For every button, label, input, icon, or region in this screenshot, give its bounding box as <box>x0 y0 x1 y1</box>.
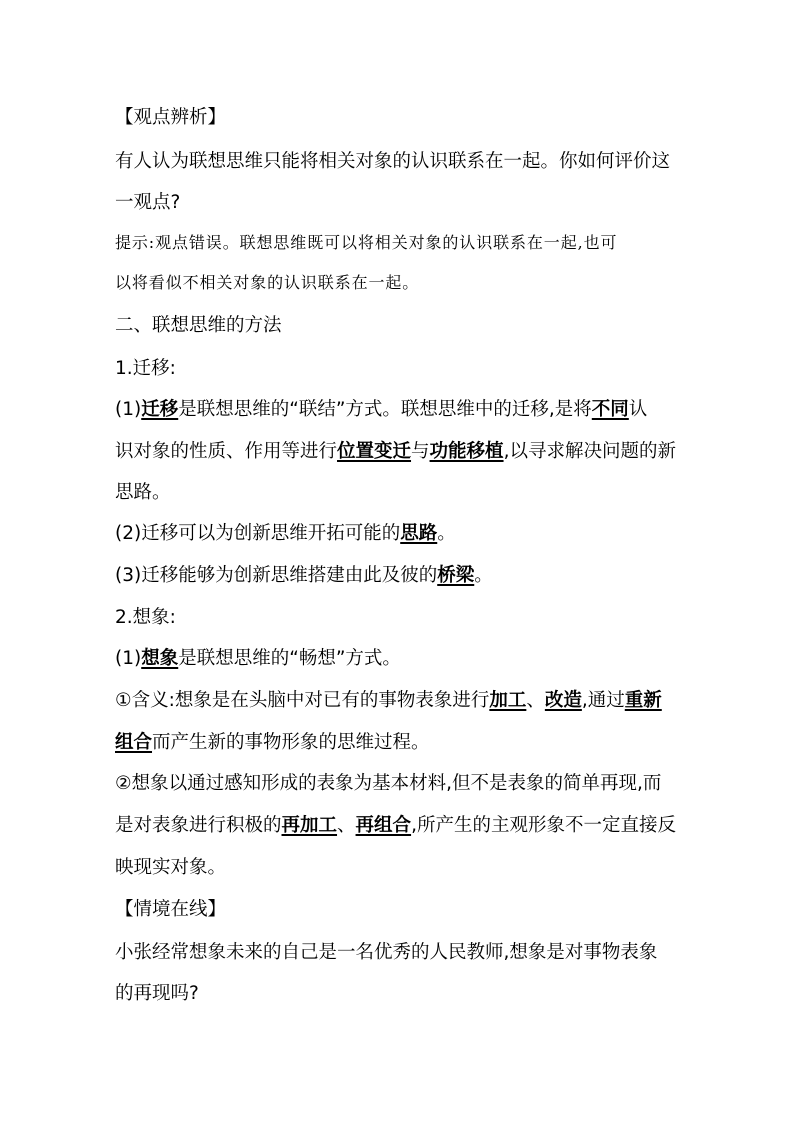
text: ,以寻求解决问题的新 <box>503 441 676 462</box>
question-line: 的再现吗? <box>115 983 199 1004</box>
text: 是联想思维的“联结”方式。联想思维中的迁移,是将 <box>178 399 592 420</box>
text: (2)迁移可以为创新思维开拓可能的 <box>115 523 401 544</box>
question-line: 有人认为联想思维只能将相关对象的认识联系在一起。你如何评价这 <box>115 151 671 172</box>
paragraph-line <box>115 731 430 755</box>
text: (3)迁移能够为创新思维搭建由此及彼的 <box>115 565 438 586</box>
text: 、 <box>337 815 356 836</box>
text: (1) <box>115 648 142 669</box>
paragraph-line: 思路。 <box>115 482 171 503</box>
paragraph-line: ②想象以通过感知形成的表象为基本材料,但不是表象的简单再现,而 <box>115 773 662 794</box>
keyword: 迁移 <box>141 399 179 420</box>
keyword: 想象 <box>141 648 179 669</box>
text: 是联想思维的“畅想”方式。 <box>178 648 401 669</box>
question-line: 小张经常想象未来的自己是一名优秀的人民教师,想象是对事物表象 <box>115 942 658 963</box>
keyword: 再组合 <box>355 815 412 836</box>
subsection-title: 2.想象: <box>115 607 176 628</box>
paragraph-line <box>115 647 401 671</box>
keyword: 功能移植 <box>429 441 504 462</box>
keyword: 改造 <box>544 690 582 711</box>
paragraph-line <box>115 689 662 713</box>
paragraph-line <box>115 522 456 546</box>
keyword: 桥梁 <box>437 565 475 586</box>
section-header-scenario: 【情境在线】 <box>115 899 227 920</box>
paragraph-line: 映现实对象。 <box>115 857 227 878</box>
keyword: 不同 <box>591 399 629 420</box>
text: 与 <box>411 441 430 462</box>
text: ,所产生的主观形象不一定直接反 <box>411 815 676 836</box>
text: 认 <box>628 399 648 420</box>
hint-line: 提示:观点错误。联想思维既可以将相关对象的认识联系在一起,也可 <box>115 233 618 252</box>
paragraph-line <box>115 440 676 464</box>
keyword: 加工 <box>489 690 527 711</box>
text: 。 <box>437 523 456 544</box>
text: 、 <box>526 690 545 711</box>
text: 是对表象进行积极的 <box>115 815 282 836</box>
text: ①含义:想象是在头脑中对已有的事物表象进行 <box>115 690 490 711</box>
keyword: 组合 <box>115 732 153 753</box>
paragraph-line <box>115 564 493 588</box>
hint-line: 以将看似不相关对象的认识联系在一起。 <box>115 273 420 292</box>
text: 。 <box>474 565 493 586</box>
paragraph-line <box>115 814 676 838</box>
keyword: 重新 <box>624 690 662 711</box>
text: 识对象的性质、作用等进行 <box>115 441 338 462</box>
question-line: 一观点? <box>115 192 181 213</box>
keyword: 思路 <box>400 523 438 544</box>
keyword: 再加工 <box>281 815 338 836</box>
section-title: 二、联想思维的方法 <box>115 315 282 336</box>
paragraph-line <box>115 398 647 422</box>
text: ,通过 <box>581 690 625 711</box>
text: 而产生新的事物形象的思维过程。 <box>152 732 430 753</box>
keyword: 位置变迁 <box>337 441 412 462</box>
subsection-title: 1.迁移: <box>115 358 176 379</box>
section-header-viewpoint: 【观点辨析】 <box>115 107 227 128</box>
text: (1) <box>115 399 142 420</box>
